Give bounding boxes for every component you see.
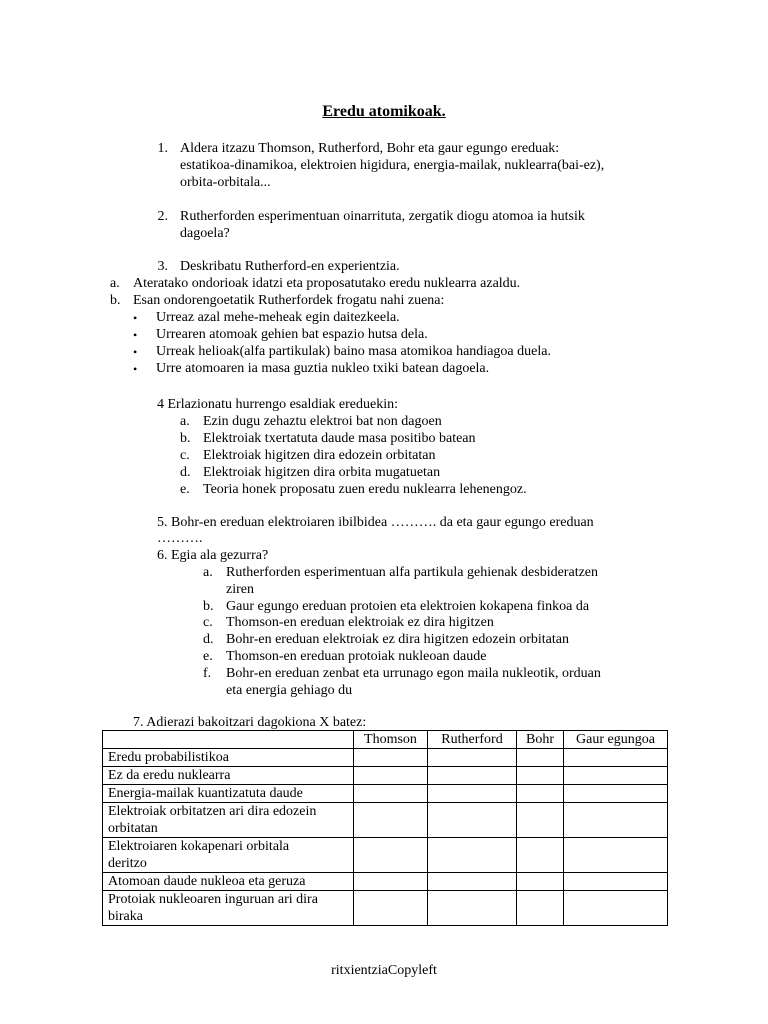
model-table: [102, 730, 668, 926]
question-text: 5. Bohr-en ereduan elektroiaren ibilbidea ………. da eta gaur egungo ereduan: [157, 515, 594, 530]
column-header: Rutherford: [428, 731, 517, 749]
sub-text: Ateratako ondorioak idatzi eta proposatutako eredu nuklearra azaldu.: [133, 276, 521, 291]
sub-label: a.: [203, 565, 213, 580]
row-label: Energia-mailak kuantizatuta daude: [103, 785, 354, 803]
page-title: Eredu atomikoak.: [322, 103, 446, 120]
bullet-icon: •: [133, 311, 138, 325]
bullet-icon: •: [133, 328, 138, 342]
question-7-text: 7. Adierazi bakoitzari dagokiona X batez:: [133, 715, 367, 730]
row-label: Elektroiaren kokapenari orbitala deritzo: [103, 838, 354, 873]
sub-text: eta energia gehiago du: [226, 683, 353, 698]
column-header: [103, 731, 354, 749]
row-label: Eredu probabilistikoa: [103, 749, 354, 767]
question-text: ……….: [157, 531, 203, 546]
question-text: Aldera itzazu Thomson, Rutherford, Bohr eta gaur egungo ereduak:: [180, 141, 560, 156]
answer-cell[interactable]: [564, 838, 668, 873]
question-text: orbita-orbitala...: [180, 175, 271, 190]
answer-cell[interactable]: [517, 838, 564, 873]
question-text: estatikoa-dinamikoa, elektroien higidura, energia-mailak, nuklearra(bai-ez),: [180, 158, 605, 173]
answer-cell[interactable]: [517, 785, 564, 803]
sub-label: c.: [180, 448, 190, 463]
sub-label: d.: [180, 465, 191, 480]
answer-cell[interactable]: [428, 891, 517, 926]
sub-label: f.: [203, 666, 212, 681]
sub-label: b.: [110, 293, 121, 308]
table-row: [103, 803, 668, 838]
table-row: [103, 838, 668, 873]
question-text: dagoela?: [180, 226, 230, 241]
sub-text: Rutherforden esperimentuan alfa partikula gehienak desbideratzen: [226, 565, 599, 580]
column-header: Gaur egungoa: [564, 731, 668, 749]
answer-cell[interactable]: [354, 891, 428, 926]
answer-cell[interactable]: [564, 803, 668, 838]
row-label: Protoiak nukleoaren inguruan ari dira biraka: [103, 891, 354, 926]
answer-cell[interactable]: [354, 785, 428, 803]
sub-label: d.: [203, 632, 214, 647]
sub-text: Ezin dugu zehaztu elektroi bat non dagoen: [203, 414, 442, 429]
answer-cell[interactable]: [354, 749, 428, 767]
row-label: Atomoan daude nukleoa eta geruza: [103, 873, 354, 891]
sub-text: Thomson-en ereduan protoiak nukleoan daude: [226, 649, 487, 664]
sub-label: b.: [180, 431, 191, 446]
row-label: Ez da eredu nuklearra: [103, 767, 354, 785]
answer-cell[interactable]: [564, 767, 668, 785]
sub-text: Thomson-en ereduan elektroiak ez dira higitzen: [226, 615, 494, 630]
question-number: 3.: [157, 259, 168, 274]
column-header: Thomson: [354, 731, 428, 749]
sub-text: Elektroiak higitzen dira edozein orbitatan: [203, 448, 436, 463]
question-text: 6. Egia ala gezurra?: [157, 548, 269, 563]
question-text: Rutherforden esperimentuan oinarrituta, zergatik diogu atomoa ia hutsik: [180, 209, 585, 224]
sub-text: Esan ondorengoetatik Rutherfordek frogatu nahi zuena:: [133, 293, 445, 308]
answer-cell[interactable]: [428, 873, 517, 891]
answer-cell[interactable]: [354, 767, 428, 785]
sub-label: b.: [203, 599, 214, 614]
answer-cell[interactable]: [517, 749, 564, 767]
list-item: Urreak helioak(alfa partikulak) baino masa atomikoa handiagoa duela.: [156, 344, 551, 359]
answer-cell[interactable]: [517, 803, 564, 838]
sub-text: Teoria honek proposatu zuen eredu nuklearra lehenengoz.: [203, 482, 527, 497]
answer-cell[interactable]: [354, 873, 428, 891]
sub-label: a.: [110, 276, 120, 291]
answer-cell[interactable]: [564, 749, 668, 767]
table-row: [103, 873, 668, 891]
answer-cell[interactable]: [428, 803, 517, 838]
table-row: [103, 891, 668, 926]
answer-cell[interactable]: [564, 785, 668, 803]
sub-text: Bohr-en ereduan elektroiak ez dira higitzen edozein orbitatan: [226, 632, 569, 647]
answer-cell[interactable]: [354, 838, 428, 873]
answer-cell[interactable]: [428, 749, 517, 767]
question-text: Deskribatu Rutherford-en experientzia.: [180, 259, 400, 274]
answer-cell[interactable]: [564, 891, 668, 926]
answer-cell[interactable]: [564, 873, 668, 891]
sub-label: a.: [180, 414, 190, 429]
answer-cell[interactable]: [517, 767, 564, 785]
table-row: [103, 767, 668, 785]
answer-cell[interactable]: [354, 803, 428, 838]
sub-text: ziren: [226, 582, 254, 597]
footer-text: ritxientziaCopyleft: [331, 963, 437, 978]
sub-text: Elektroiak txertatuta daude masa positibo batean: [203, 431, 476, 446]
sub-text: Elektroiak higitzen dira orbita mugatuetan: [203, 465, 441, 480]
answer-cell[interactable]: [428, 785, 517, 803]
column-header: Bohr: [517, 731, 564, 749]
list-item: Urrearen atomoak gehien bat espazio hutsa dela.: [156, 327, 428, 342]
sub-text: Bohr-en ereduan zenbat eta urrunago egon maila nukleotik, orduan: [226, 666, 601, 681]
sub-label: e.: [203, 649, 213, 664]
answer-cell[interactable]: [428, 838, 517, 873]
answer-cell[interactable]: [517, 891, 564, 926]
question-text: 4 Erlazionatu hurrengo esaldiak ereduekin:: [157, 397, 399, 412]
row-label: Elektroiak orbitatzen ari dira edozein orbitatan: [103, 803, 354, 838]
bullet-icon: •: [133, 345, 138, 359]
bullet-icon: •: [133, 362, 138, 376]
list-item: Urreaz azal mehe-meheak egin daitezkeela.: [156, 310, 400, 325]
sub-label: e.: [180, 482, 190, 497]
table-row: [103, 785, 668, 803]
table-row: [103, 749, 668, 767]
answer-cell[interactable]: [428, 767, 517, 785]
question-number: 2.: [157, 209, 168, 224]
table-header-row: [103, 731, 668, 749]
sub-text: Gaur egungo ereduan protoien eta elektroien kokapena finkoa da: [226, 599, 590, 614]
question-number: 1.: [157, 141, 168, 156]
sub-label: c.: [203, 615, 213, 630]
list-item: Urre atomoaren ia masa guztia nukleo txiki batean dagoela.: [156, 361, 490, 376]
answer-cell[interactable]: [517, 873, 564, 891]
